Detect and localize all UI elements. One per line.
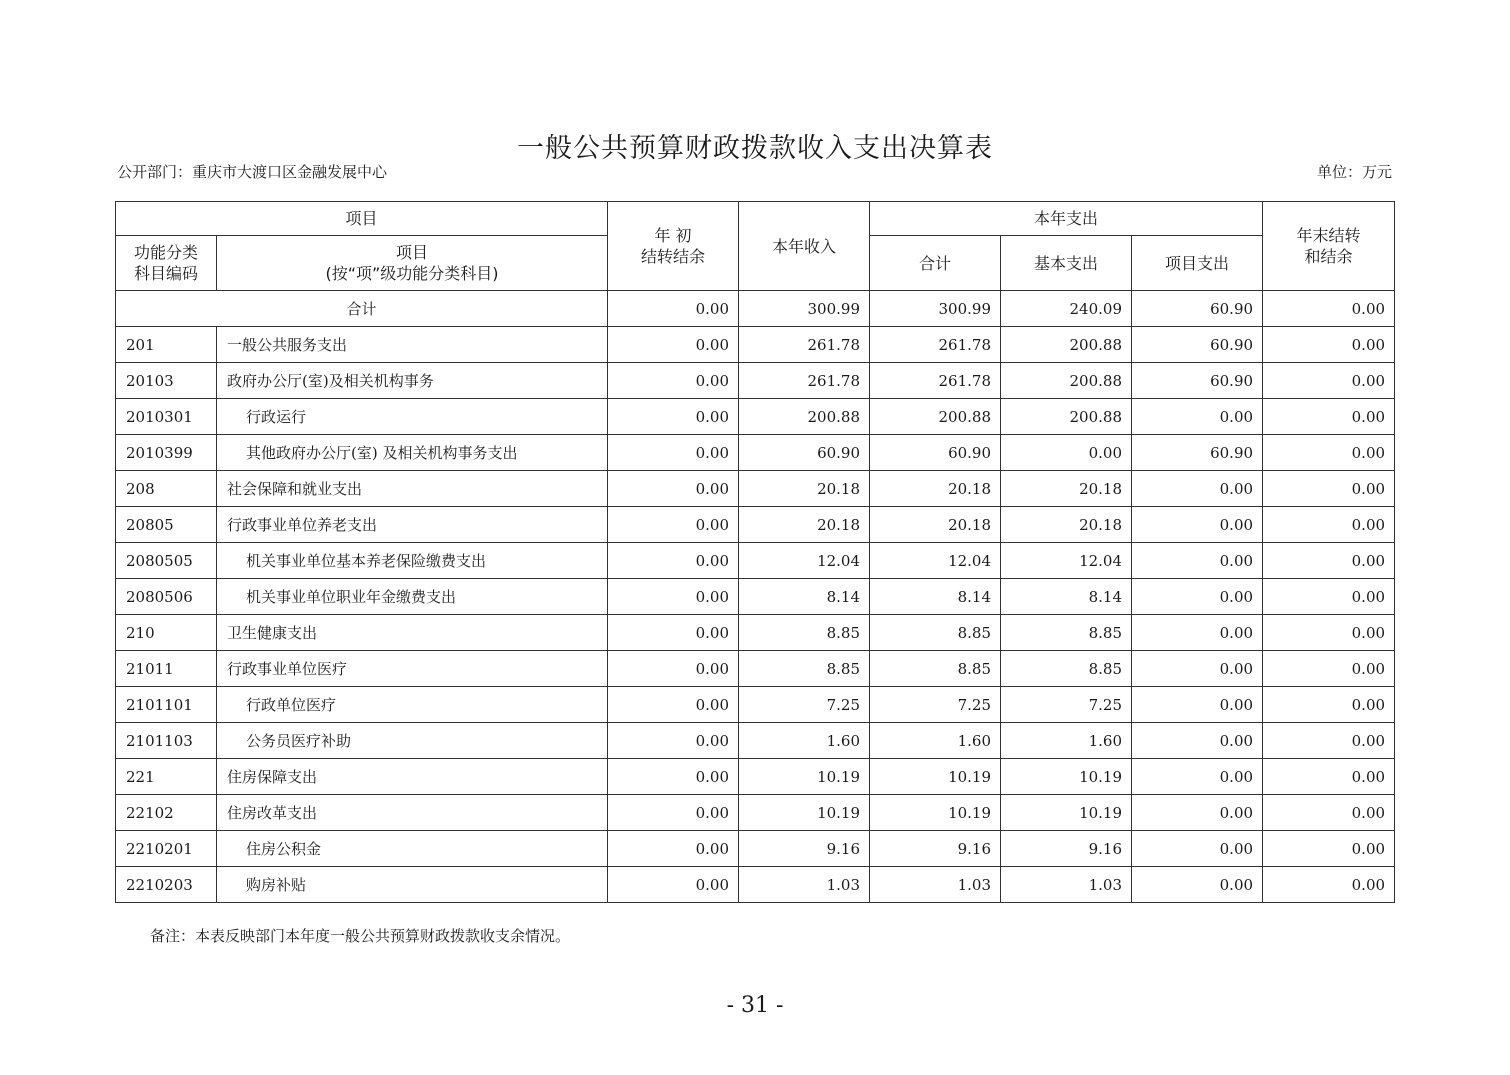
cell-expense-basic: 200.88 bbox=[1001, 363, 1132, 399]
cell-expense-project: 0.00 bbox=[1132, 399, 1263, 435]
table-row bbox=[116, 651, 1395, 687]
cell-code: 221 bbox=[116, 759, 217, 795]
cell-name: 住房改革支出 bbox=[217, 795, 608, 831]
table-row bbox=[116, 831, 1395, 867]
cell-name: 机关事业单位基本养老保险缴费支出 bbox=[217, 543, 608, 579]
header-code-line1: 功能分类 bbox=[133, 243, 198, 262]
cell-begin-balance: 0.00 bbox=[608, 543, 739, 579]
cell-expense-total: 261.78 bbox=[870, 327, 1001, 363]
cell-expense-project: 60.90 bbox=[1132, 363, 1263, 399]
cell-expense-project: 0.00 bbox=[1132, 831, 1263, 867]
table-row bbox=[116, 795, 1395, 831]
cell-end-balance: 0.00 bbox=[1263, 759, 1395, 795]
cell-expense-project: 0.00 bbox=[1132, 615, 1263, 651]
table-header bbox=[116, 202, 1395, 291]
cell-begin-balance: 0.00 bbox=[608, 579, 739, 615]
cell-begin-balance: 0.00 bbox=[608, 435, 739, 471]
cell-begin-balance: 0.00 bbox=[608, 651, 739, 687]
cell-expense-total: 20.18 bbox=[870, 507, 1001, 543]
cell-end-balance: 0.00 bbox=[1263, 867, 1395, 903]
cell-begin-balance: 0.00 bbox=[608, 507, 739, 543]
document-title: 一般公共预算财政拨款收入支出决算表 bbox=[517, 133, 993, 164]
header-end-balance-line1: 年末结转 bbox=[1296, 226, 1361, 245]
cell-expense-project: 60.90 bbox=[1132, 291, 1263, 327]
cell-income: 8.85 bbox=[739, 651, 870, 687]
cell-expense-basic: 12.04 bbox=[1001, 543, 1132, 579]
cell-code: 22102 bbox=[116, 795, 217, 831]
cell-name: 行政事业单位养老支出 bbox=[217, 507, 608, 543]
cell-begin-balance: 0.00 bbox=[608, 615, 739, 651]
cell-income: 1.03 bbox=[739, 867, 870, 903]
footnote: 备注：本表反映部门本年度一般公共预算财政拨款收支余情况。 bbox=[150, 927, 571, 945]
cell-name: 社会保障和就业支出 bbox=[217, 471, 608, 507]
cell-expense-project: 0.00 bbox=[1132, 759, 1263, 795]
cell-end-balance: 0.00 bbox=[1263, 723, 1395, 759]
cell-code: 2210201 bbox=[116, 831, 217, 867]
cell-expense-total: 8.14 bbox=[870, 579, 1001, 615]
cell-expense-project: 0.00 bbox=[1132, 579, 1263, 615]
table-row bbox=[116, 363, 1395, 399]
cell-name: 住房保障支出 bbox=[217, 759, 608, 795]
cell-end-balance: 0.00 bbox=[1263, 543, 1395, 579]
cell-begin-balance: 0.00 bbox=[608, 399, 739, 435]
cell-begin-balance: 0.00 bbox=[608, 867, 739, 903]
cell-expense-total: 8.85 bbox=[870, 651, 1001, 687]
cell-expense-project: 60.90 bbox=[1132, 327, 1263, 363]
table-row bbox=[116, 327, 1395, 363]
cell-expense-project: 60.90 bbox=[1132, 435, 1263, 471]
cell-expense-total: 8.85 bbox=[870, 615, 1001, 651]
cell-begin-balance: 0.00 bbox=[608, 471, 739, 507]
cell-expense-basic: 200.88 bbox=[1001, 327, 1132, 363]
cell-income: 300.99 bbox=[739, 291, 870, 327]
cell-end-balance: 0.00 bbox=[1263, 579, 1395, 615]
cell-begin-balance: 0.00 bbox=[608, 687, 739, 723]
cell-expense-total: 200.88 bbox=[870, 399, 1001, 435]
table-row bbox=[116, 867, 1395, 903]
cell-income: 12.04 bbox=[739, 543, 870, 579]
cell-expense-project: 0.00 bbox=[1132, 543, 1263, 579]
cell-code: 2010301 bbox=[116, 399, 217, 435]
cell-income: 20.18 bbox=[739, 507, 870, 543]
cell-expense-total: 1.60 bbox=[870, 723, 1001, 759]
cell-end-balance: 0.00 bbox=[1263, 615, 1395, 651]
cell-income: 10.19 bbox=[739, 759, 870, 795]
cell-name: 政府办公厅(室)及相关机构事务 bbox=[217, 363, 608, 399]
cell-expense-total: 10.19 bbox=[870, 759, 1001, 795]
header-name-line1: 项目 bbox=[396, 243, 429, 262]
cell-expense-basic: 10.19 bbox=[1001, 795, 1132, 831]
cell-expense-total: 10.19 bbox=[870, 795, 1001, 831]
cell-expense-project: 0.00 bbox=[1132, 795, 1263, 831]
cell-code: 208 bbox=[116, 471, 217, 507]
cell-end-balance: 0.00 bbox=[1263, 399, 1395, 435]
table-row bbox=[116, 579, 1395, 615]
cell-name: 公务员医疗补助 bbox=[217, 723, 608, 759]
cell-name: 其他政府办公厅(室) 及相关机构事务支出 bbox=[217, 435, 608, 471]
header-name bbox=[217, 236, 608, 291]
cell-name: 行政单位医疗 bbox=[217, 687, 608, 723]
cell-expense-basic: 0.00 bbox=[1001, 435, 1132, 471]
header-begin-balance bbox=[608, 202, 739, 291]
header-code-line2: 科目编码 bbox=[133, 264, 198, 283]
header-expense-project: 项目支出 bbox=[1132, 236, 1263, 291]
cell-name: 机关事业单位职业年金缴费支出 bbox=[217, 579, 608, 615]
cell-code: 201 bbox=[116, 327, 217, 363]
cell-expense-total: 261.78 bbox=[870, 363, 1001, 399]
total-label: 合计 bbox=[116, 291, 608, 327]
cell-name: 购房补贴 bbox=[217, 867, 608, 903]
cell-income: 60.90 bbox=[739, 435, 870, 471]
cell-begin-balance: 0.00 bbox=[608, 795, 739, 831]
header-item-group: 项目 bbox=[116, 202, 608, 236]
cell-begin-balance: 0.00 bbox=[608, 759, 739, 795]
cell-income: 20.18 bbox=[739, 471, 870, 507]
table-row bbox=[116, 615, 1395, 651]
total-row bbox=[116, 291, 1395, 327]
cell-expense-project: 0.00 bbox=[1132, 651, 1263, 687]
cell-end-balance: 0.00 bbox=[1263, 507, 1395, 543]
cell-begin-balance: 0.00 bbox=[608, 723, 739, 759]
cell-expense-total: 12.04 bbox=[870, 543, 1001, 579]
header-end-balance bbox=[1263, 202, 1395, 291]
cell-name: 住房公积金 bbox=[217, 831, 608, 867]
cell-code: 2101103 bbox=[116, 723, 217, 759]
table-row bbox=[116, 399, 1395, 435]
cell-name: 行政运行 bbox=[217, 399, 608, 435]
cell-code: 2080506 bbox=[116, 579, 217, 615]
cell-end-balance: 0.00 bbox=[1263, 795, 1395, 831]
page-number: - 31 - bbox=[726, 993, 784, 1018]
budget-table bbox=[115, 201, 1395, 903]
cell-expense-project: 0.00 bbox=[1132, 507, 1263, 543]
cell-income: 261.78 bbox=[739, 363, 870, 399]
cell-expense-project: 0.00 bbox=[1132, 471, 1263, 507]
table-row bbox=[116, 435, 1395, 471]
cell-name: 行政事业单位医疗 bbox=[217, 651, 608, 687]
table-row bbox=[116, 471, 1395, 507]
cell-income: 200.88 bbox=[739, 399, 870, 435]
cell-expense-basic: 9.16 bbox=[1001, 831, 1132, 867]
cell-expense-basic: 1.60 bbox=[1001, 723, 1132, 759]
cell-expense-project: 0.00 bbox=[1132, 723, 1263, 759]
header-expense-group: 本年支出 bbox=[870, 202, 1263, 236]
cell-end-balance: 0.00 bbox=[1263, 687, 1395, 723]
cell-expense-basic: 200.88 bbox=[1001, 399, 1132, 435]
header-end-balance-line2: 和结余 bbox=[1304, 247, 1353, 266]
cell-expense-total: 60.90 bbox=[870, 435, 1001, 471]
table-row bbox=[116, 687, 1395, 723]
cell-code: 21011 bbox=[116, 651, 217, 687]
cell-income: 1.60 bbox=[739, 723, 870, 759]
cell-begin-balance: 0.00 bbox=[608, 327, 739, 363]
department-label: 公开部门：重庆市大渡口区金融发展中心 bbox=[117, 163, 388, 181]
cell-expense-total: 20.18 bbox=[870, 471, 1001, 507]
cell-expense-basic: 8.14 bbox=[1001, 579, 1132, 615]
cell-expense-basic: 20.18 bbox=[1001, 471, 1132, 507]
table-row bbox=[116, 759, 1395, 795]
cell-code: 2080505 bbox=[116, 543, 217, 579]
cell-end-balance: 0.00 bbox=[1263, 291, 1395, 327]
cell-expense-basic: 240.09 bbox=[1001, 291, 1132, 327]
cell-income: 8.85 bbox=[739, 615, 870, 651]
cell-code: 2210203 bbox=[116, 867, 217, 903]
cell-begin-balance: 0.00 bbox=[608, 291, 739, 327]
cell-code: 2010399 bbox=[116, 435, 217, 471]
cell-end-balance: 0.00 bbox=[1263, 471, 1395, 507]
table-row bbox=[116, 543, 1395, 579]
cell-end-balance: 0.00 bbox=[1263, 435, 1395, 471]
cell-code: 20103 bbox=[116, 363, 217, 399]
cell-end-balance: 0.00 bbox=[1263, 831, 1395, 867]
header-begin-balance-line2: 结转结余 bbox=[641, 247, 706, 266]
cell-income: 9.16 bbox=[739, 831, 870, 867]
cell-expense-basic: 10.19 bbox=[1001, 759, 1132, 795]
header-income: 本年收入 bbox=[739, 202, 870, 291]
cell-expense-basic: 7.25 bbox=[1001, 687, 1132, 723]
header-expense-total: 合计 bbox=[870, 236, 1001, 291]
cell-income: 261.78 bbox=[739, 327, 870, 363]
cell-expense-project: 0.00 bbox=[1132, 867, 1263, 903]
cell-expense-total: 300.99 bbox=[870, 291, 1001, 327]
header-begin-balance-line1: 年 初 bbox=[654, 226, 692, 245]
cell-expense-basic: 1.03 bbox=[1001, 867, 1132, 903]
cell-code: 20805 bbox=[116, 507, 217, 543]
table-row bbox=[116, 507, 1395, 543]
cell-expense-project: 0.00 bbox=[1132, 687, 1263, 723]
header-expense-basic: 基本支出 bbox=[1001, 236, 1132, 291]
cell-name: 一般公共服务支出 bbox=[217, 327, 608, 363]
cell-code: 210 bbox=[116, 615, 217, 651]
cell-income: 8.14 bbox=[739, 579, 870, 615]
cell-end-balance: 0.00 bbox=[1263, 651, 1395, 687]
cell-expense-basic: 8.85 bbox=[1001, 615, 1132, 651]
unit-label: 单位：万元 bbox=[1316, 163, 1392, 181]
header-name-line2: (按“项”级功能分类科目) bbox=[325, 264, 499, 283]
cell-income: 10.19 bbox=[739, 795, 870, 831]
cell-begin-balance: 0.00 bbox=[608, 363, 739, 399]
cell-expense-total: 7.25 bbox=[870, 687, 1001, 723]
cell-code: 2101101 bbox=[116, 687, 217, 723]
cell-expense-total: 9.16 bbox=[870, 831, 1001, 867]
cell-expense-basic: 8.85 bbox=[1001, 651, 1132, 687]
header-code bbox=[116, 236, 217, 291]
cell-end-balance: 0.00 bbox=[1263, 363, 1395, 399]
cell-income: 7.25 bbox=[739, 687, 870, 723]
table-body bbox=[116, 291, 1395, 903]
cell-name: 卫生健康支出 bbox=[217, 615, 608, 651]
cell-begin-balance: 0.00 bbox=[608, 831, 739, 867]
cell-end-balance: 0.00 bbox=[1263, 327, 1395, 363]
cell-expense-total: 1.03 bbox=[870, 867, 1001, 903]
cell-expense-basic: 20.18 bbox=[1001, 507, 1132, 543]
table-row bbox=[116, 723, 1395, 759]
